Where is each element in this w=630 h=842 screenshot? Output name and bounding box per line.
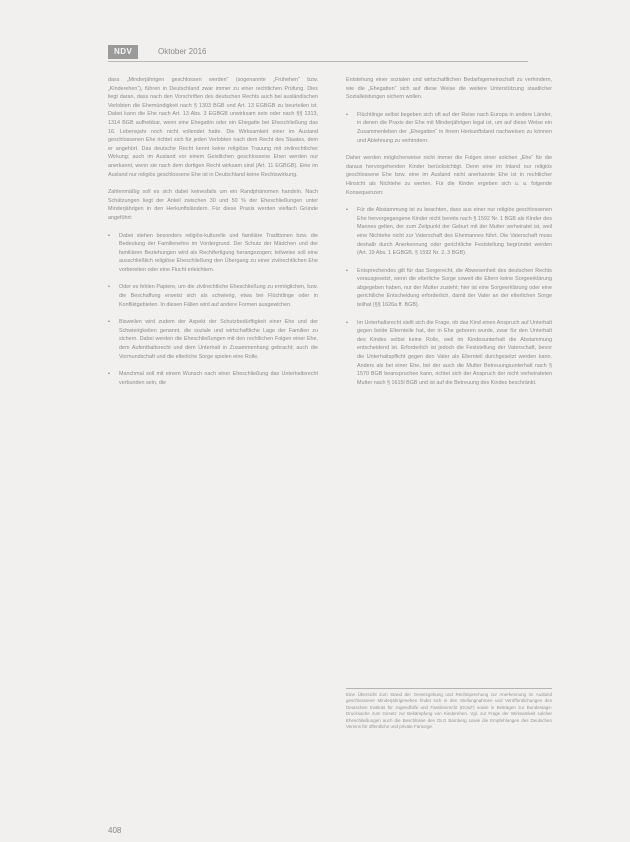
reason-list-continued <box>346 111 552 145</box>
reason-list <box>108 232 318 388</box>
list-item: • Oder es fehlen Papiere, um die zivilrechtliche Eheschließung zu ermöglichen, bzw. die Beschaffung erweist sich als schwierig, etwa bei Flüchtlinge oder in Konfliktgebieten. In diesen Fällen wird auf andere Formen ausgewichen. <box>108 283 318 309</box>
journal-badge: NDV <box>108 45 138 59</box>
list-item: • Für die Abstammung ist zu beachten, dass aus einer nur religiös geschlossenen Ehe hervorgegangene Kinder nicht bereits nach § 1592 Nr. 1 BGB als Kinder des Mannes gelten, der zum Zeitpunkt der Geburt mit der Mutter verheiratet ist, weil eine Nichtehe nicht zur Vaterschaft des Ehemannes führt. Die Vaterschaft muss deshalb durch Anerkennung oder gerichtliche Feststellung begründet werden (Art. 19 Abs. 1 EGBGB, § 1592 Nr. 2, 3 BGB). <box>346 206 552 258</box>
list-item: • Manchmal soll mit einem Wunsch nach einer Eheschließung das Unterhaltsrecht verbunden sein, die <box>108 370 318 387</box>
list-item: • Entsprechendes gilt für das Sorgerecht, die Abwesenheit des deutschen Rechts vorausgesetzt, wenn die elterliche Sorge soweit die Eltern keine Sorgeerklärung abgegeben haben, nur der Mutter zusteht; hier ist eine Sorgeerklärung oder eine gerichtliche Entscheidung erforderlich, damit der Vater an der elterlichen Sorge teilhat (§§ 1626a ff. BGB). <box>346 267 552 310</box>
list-item: • Im Unterhaltsrecht stellt sich die Frage, ob das Kind einen Anspruch auf Unterhalt gegen beide Elternteile hat, der in Ehe geboren wurde, zwar für den Unterhalt des Kindes selbst keine Rolle, weil im Kindesunterhalt die Abstammung entscheidend ist. Erforderlich ist jedoch die Feststellung der Vaterschaft, bevor die Unterhaltspflicht gegen den Vater als Elternteil durchgesetzt werden kann. Anders als bei einer Ehe, bei der auch die Mutter Betreuungsunterhalt nach § 1570 BGB beanspruchen kann, richtet sich der Anspruch der nicht verheirateten Mutter nach § 1615l BGB und ist auf die Betreuung des Kindes beschränkt. <box>346 319 552 388</box>
footnote: Eine Übersicht zum Stand der Gesetzgebung und Rechtsprechung zur Anerkennung im Ausland geschlossener Minderjährigenehen findet sich in den Stellungnahmen und Veröffentlichungen des Deutschen Instituts für Jugendhilfe und Familienrecht (DIJuF) sowie in Beiträgen zur Bundestags-Drucksache zum Gesetz zur Bekämpfung von Kinderehen. Vgl. zur Frage der Wirksamkeit solcher Eheschließungen auch die Beschlüsse des OLG Bamberg sowie die Empfehlungen des Deutschen Vereins für öffentliche und private Fürsorge. <box>346 688 552 730</box>
left-column <box>108 76 318 396</box>
list-item: • Dabei stehen besonders religiös-kulturelle und familiäre Traditionen bzw. die Bedeutung der Familienehre im Vordergrund. Der Schutz der Mädchen und der familiären Beziehungen wird als Rechtfertigung herangezogen; teilweise soll eine ausschließlich religiöse Eheschließung den Übergang zu einer zivilrechtlichen Ehe vorbereiten oder eine Flucht erleichtern. <box>108 232 318 275</box>
page-number: 408 <box>108 826 122 835</box>
body-paragraph: dass „Minderjährigen geschlossen werden“ (sogenannte „Frühehen“ bzw. „Kinderehen“), führen in Deutschland zwar immer zu einer rechtlichen Prüfung. Dies liegt daran, dass nach den Vorschriften des deutschen Rechts auch bei ausländischen Verlobten die Ehemündigkeit nach § 1303 BGB und Art. 13 EGBGB zu beurteilen ist. Dabei kann die Ehe nach Art. 13 Abs. 3 EGBGB unwirksam sein oder nach §§ 1313, 1314 BGB aufhebbar, wenn eine Ehegattin oder ein Ehegatte bei Eheschließung das 16. Lebensjahr noch nicht vollendet hatte. Die Wirksamkeit einer im Ausland geschlossenen Ehe richtet sich für jeden Verlobten nach dem Recht des Staates, dem er angehört. Das deutsche Recht kennt keine religiöse Trauung mit zivilrechtlicher Wirkung; auch im Ausland vor einem Geistlichen geschlossene Ehen werden nur anerkannt, wenn sie nach dem dortigen Recht wirksam sind (Art. 11 EGBGB). Eine im Ausland nur religiös geschlossene Ehe ist in Deutschland keine Rechtswirkung. <box>108 77 318 178</box>
body-paragraph: Zahlenmäßig soll es sich dabei keinesfalls um ein Randphänomen handeln. Nach Schätzungen liegt der Anteil zwischen 30 und 50 % der Eheschließungen unter Minderjährigen in den Herkunftsländern. Für diese Praxis werden vielfach Gründe angeführt: <box>108 189 318 221</box>
issue-date: Oktober 2016 <box>158 47 207 56</box>
body-paragraph: Entstehung einer sozialen und wirtschaftlichen Bedarfsgemeinschaft zu verhindern, wie die „Ehegatten“ sich auf diese Weise die weitere Unterstützung staatlicher Sozialleistungen sichern wollen. <box>346 77 552 101</box>
list-item: • Bisweilen wird zudem der Aspekt der Schutzbedürftigkeit einer Ehe und der Schwierigkeiten genannt, die soziale und wirtschaftliche Lage der Familien zu sichern. Dabei werden die Eheschließungen mit den rechtlichen Folgen einer Ehe, dem Aufenthaltsrecht und dem Unterhalt in Zusammenhang gebracht; auch die Vormundschaft und die elterliche Sorge spielen eine Rolle. <box>108 318 318 361</box>
consequence-list <box>346 206 552 387</box>
body-paragraph: Daher werden möglicherweise nicht immer die Folgen einer solchen „Ehe“ für die daraus hervorgehenden Kinder berücksichtigt. Denn eine im Inland nur religiös geschlossene Ehe bzw. eine im Ausland nicht anerkannte Ehe ist in rechtlicher Hinsicht als Nichtehe zu werten. Für die Kinder ergeben sich u. a. folgende Konsequenzen: <box>346 155 552 196</box>
list-item: • Flüchtlinge selbst begeben sich oft auf der Reise nach Europa in andere Länder, in denen die Praxis der Ehe mit Minderjährigen legal ist, um auf diese Weise ein Zusammenleben der „Ehegatten“ in ihrem Herkunftsland nachweisen zu können und Ablehnung zu verhindern. <box>346 111 552 145</box>
right-column <box>346 76 552 396</box>
header-rule <box>108 61 528 62</box>
